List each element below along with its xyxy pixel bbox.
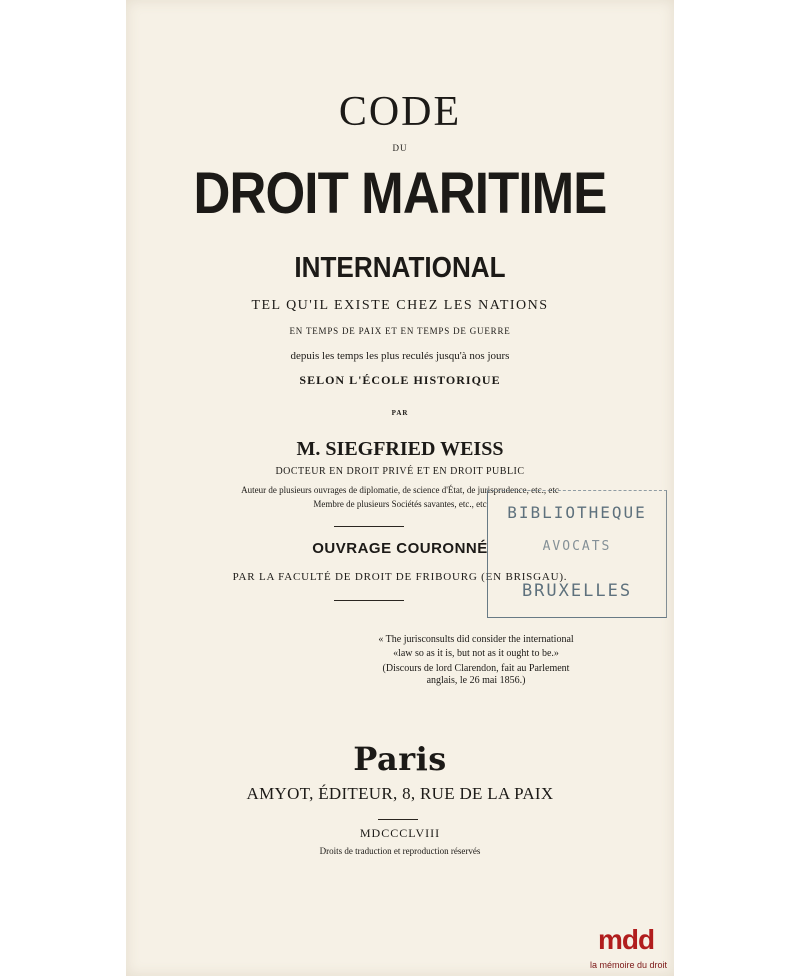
library-stamp [487, 490, 667, 618]
author-degree: DOCTEUR EN DROIT PRIVÉ ET EN DROIT PUBLIC [275, 466, 525, 477]
title-international: INTERNATIONAL [294, 252, 506, 284]
award-faculty: PAR LA FACULTÉ DE DROIT DE FRIBOURG (EN BRISGAU). [232, 571, 568, 583]
stamp-line-1: BIBLIOTHEQUE [507, 503, 647, 522]
title-code: CODE [338, 89, 462, 135]
title-du: DU [392, 143, 408, 153]
subtitle-line-3: depuis les temps les plus reculés jusqu'à nos jours [290, 350, 510, 362]
par-label: PAR [391, 409, 409, 417]
stamp-line-2: AVOCATS [542, 539, 612, 554]
divider [378, 819, 418, 820]
author-works: Auteur de plusieurs ouvrages de diplomatie, de science d'État, de jurisprudence, etc., etc [241, 485, 559, 495]
title-page [126, 0, 674, 976]
logo-tagline: la mémoire du droit [590, 960, 668, 970]
logo-wordmark: mdd [598, 924, 655, 955]
epigraph-line-2: «law so as it is, but not as it ought to be.» [393, 648, 559, 659]
award-label: OUVRAGE COURONNÉ [312, 540, 488, 557]
epigraph-line-1: « The jurisconsults did consider the international [378, 634, 574, 645]
mdd-logo [590, 924, 680, 976]
stamp-line-3: BRUXELLES [521, 581, 633, 601]
epigraph-source-2: anglais, le 26 mai 1856.) [426, 675, 526, 686]
imprint-publisher: AMYOT, ÉDITEUR, 8, RUE DE LA PAIX [246, 784, 554, 803]
imprint-city: Paris [353, 740, 447, 778]
author-membership: Membre de plusieurs Sociétés savantes, etc., etc [313, 499, 487, 509]
subtitle-line-1: TEL QU'IL EXISTE CHEZ LES NATIONS [251, 298, 549, 313]
epigraph-source-1: (Discours de lord Clarendon, fait au Parlement [382, 663, 570, 674]
imprint-year: MDCCCLVIII [359, 826, 441, 840]
author-name: M. SIEGFRIED WEISS [296, 438, 504, 460]
main-title: DROIT MARITIME [193, 161, 607, 226]
subtitle-line-4: SELON L'ÉCOLE HISTORIQUE [299, 373, 501, 387]
subtitle-line-2: EN TEMPS DE PAIX ET EN TEMPS DE GUERRE [289, 326, 511, 336]
imprint-rights: Droits de traduction et reproduction réservés [319, 846, 481, 856]
divider [334, 600, 404, 601]
divider [334, 526, 404, 527]
